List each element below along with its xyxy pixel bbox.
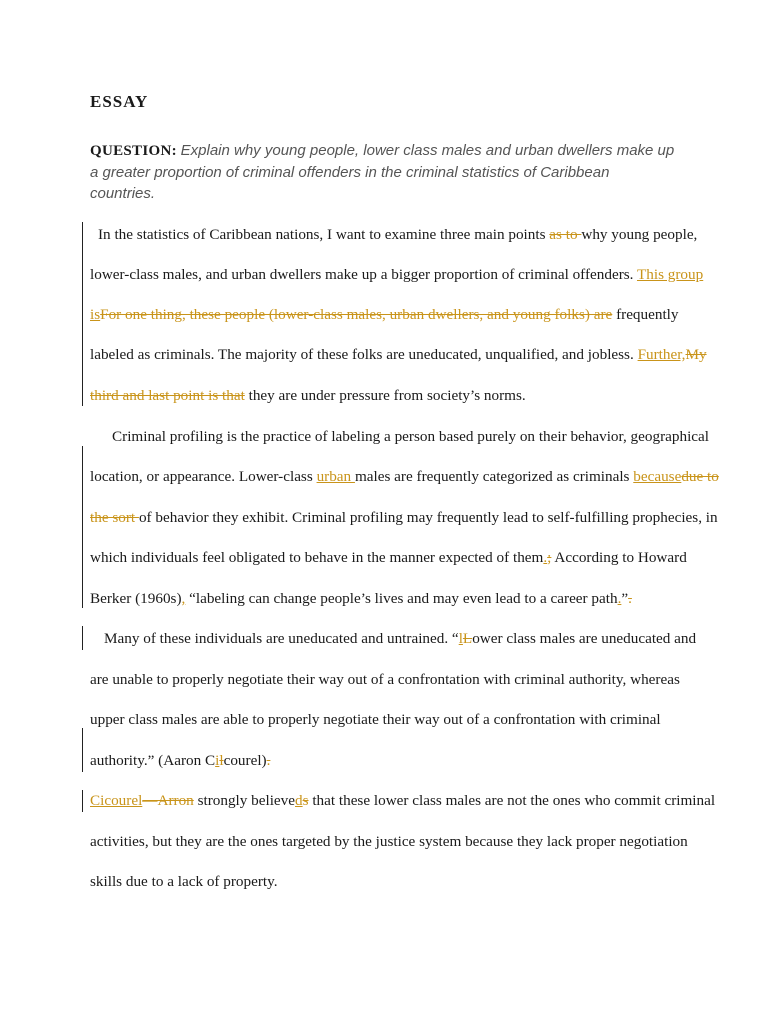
text-run: According to Howard [551,549,687,566]
text-run: upper class males are able to properly negotiate their way out of a confrontation with criminal [90,711,661,728]
text-line [112,427,709,447]
text-run: location, or appearance. Lower-class [90,468,317,485]
deleted-text: . [628,590,632,607]
text-run: frequently [612,306,679,323]
deleted-text: as to [549,226,582,243]
inserted-text: This group [636,266,704,283]
text-run: lower-class males, and urban dwellers make up a bigger proportion of criminal offenders. [90,266,637,283]
deleted-text: the sort [90,509,139,526]
deleted-text: due to [681,468,719,485]
inserted-text: i [215,752,220,769]
question-label: QUESTION: [90,143,177,159]
change-bar [82,728,83,772]
text-run: why young people, [581,226,698,243]
text-run: courel) [223,752,267,769]
text-line [90,467,719,487]
deleted-text: My [685,346,707,363]
change-bar [82,626,83,650]
question-text-1: Explain why young people, lower class males and urban dwellers make up [180,142,675,159]
text-run: skills due to a lack of property. [90,873,278,890]
inserted-text: l [458,630,463,647]
change-bar [82,222,83,406]
inserted-text: Cicourel [90,792,143,809]
text-run: are unable to properly negotiate their way out of a confrontation with criminal authority, whereas [90,671,680,688]
text-run: males are frequently categorized as criminals [354,468,634,485]
text-run: they are under pressure from society’s norms. [244,387,526,404]
deleted-text: —Arron [142,792,194,809]
deleted-text: l [219,752,224,769]
text-run: labeled as criminals. The majority of these folks are uneducated, unqualified, and jobless. [90,346,638,363]
text-line [90,548,687,568]
inserted-text: is [90,306,101,323]
text-run: In the statistics of Caribbean nations, I want to examine three main points [98,226,550,243]
question-block [90,140,690,204]
text-line [90,832,688,852]
text-line [90,710,661,730]
text-run: ” [621,590,629,607]
inserted-text: , [181,590,186,607]
text-line [90,305,679,325]
text-run: of behavior they exhibit. Criminal profiling may frequently lead to self-fulfilling prophecies, in [138,509,718,526]
text-line [90,791,715,811]
text-run: authority.” (Aaron C [90,752,216,769]
text-run: which individuals feel obligated to behave in the manner expected of them [90,549,544,566]
change-bar [82,446,83,608]
text-line [90,345,707,365]
text-run: activities, but they are the ones targeted by the justice system because they lack proper negotiation [90,833,688,850]
text-line [90,670,680,690]
text-line [90,265,703,285]
deleted-text: s [302,792,309,809]
deleted-text: L [462,630,473,647]
text-run: strongly believe [193,792,295,809]
text-run: that these lower class males are not the ones who commit criminal [308,792,716,809]
question-line-1 [90,140,690,162]
text-run: Berker (1960s) [90,590,182,607]
inserted-text: Further, [637,346,686,363]
essay-heading: ESSAY [90,92,149,111]
deleted-text: For one thing, these people (lower-class males, urban dwellers, and young folks) are [100,306,613,323]
inserted-text: urban [316,468,355,485]
question-text-3: countries. [90,185,156,202]
change-bar [82,790,83,812]
inserted-text: because [633,468,682,485]
question-text-2: a greater proportion of criminal offenders in the criminal statistics of Caribbean [90,164,610,181]
text-line [90,872,278,892]
text-run: Criminal profiling is the practice of labeling a person based purely on their behavior, geographical [112,428,709,445]
text-line [90,386,526,406]
inserted-text: . [543,549,548,566]
inserted-text: . [617,590,622,607]
deleted-text: ; [547,549,552,566]
text-run: “labeling can change people’s lives and may even lead to a career path [185,590,618,607]
text-run: Many of these individuals are uneducated and untrained. “ [104,630,459,647]
deleted-text: . [266,752,271,769]
text-line [90,508,718,528]
deleted-text: third and last point is that [90,387,245,404]
text-line [90,751,270,771]
text-run: ower class males are uneducated and [472,630,697,647]
text-line [90,589,632,609]
text-line [104,629,696,649]
text-line [98,225,697,245]
inserted-text: d [295,792,303,809]
